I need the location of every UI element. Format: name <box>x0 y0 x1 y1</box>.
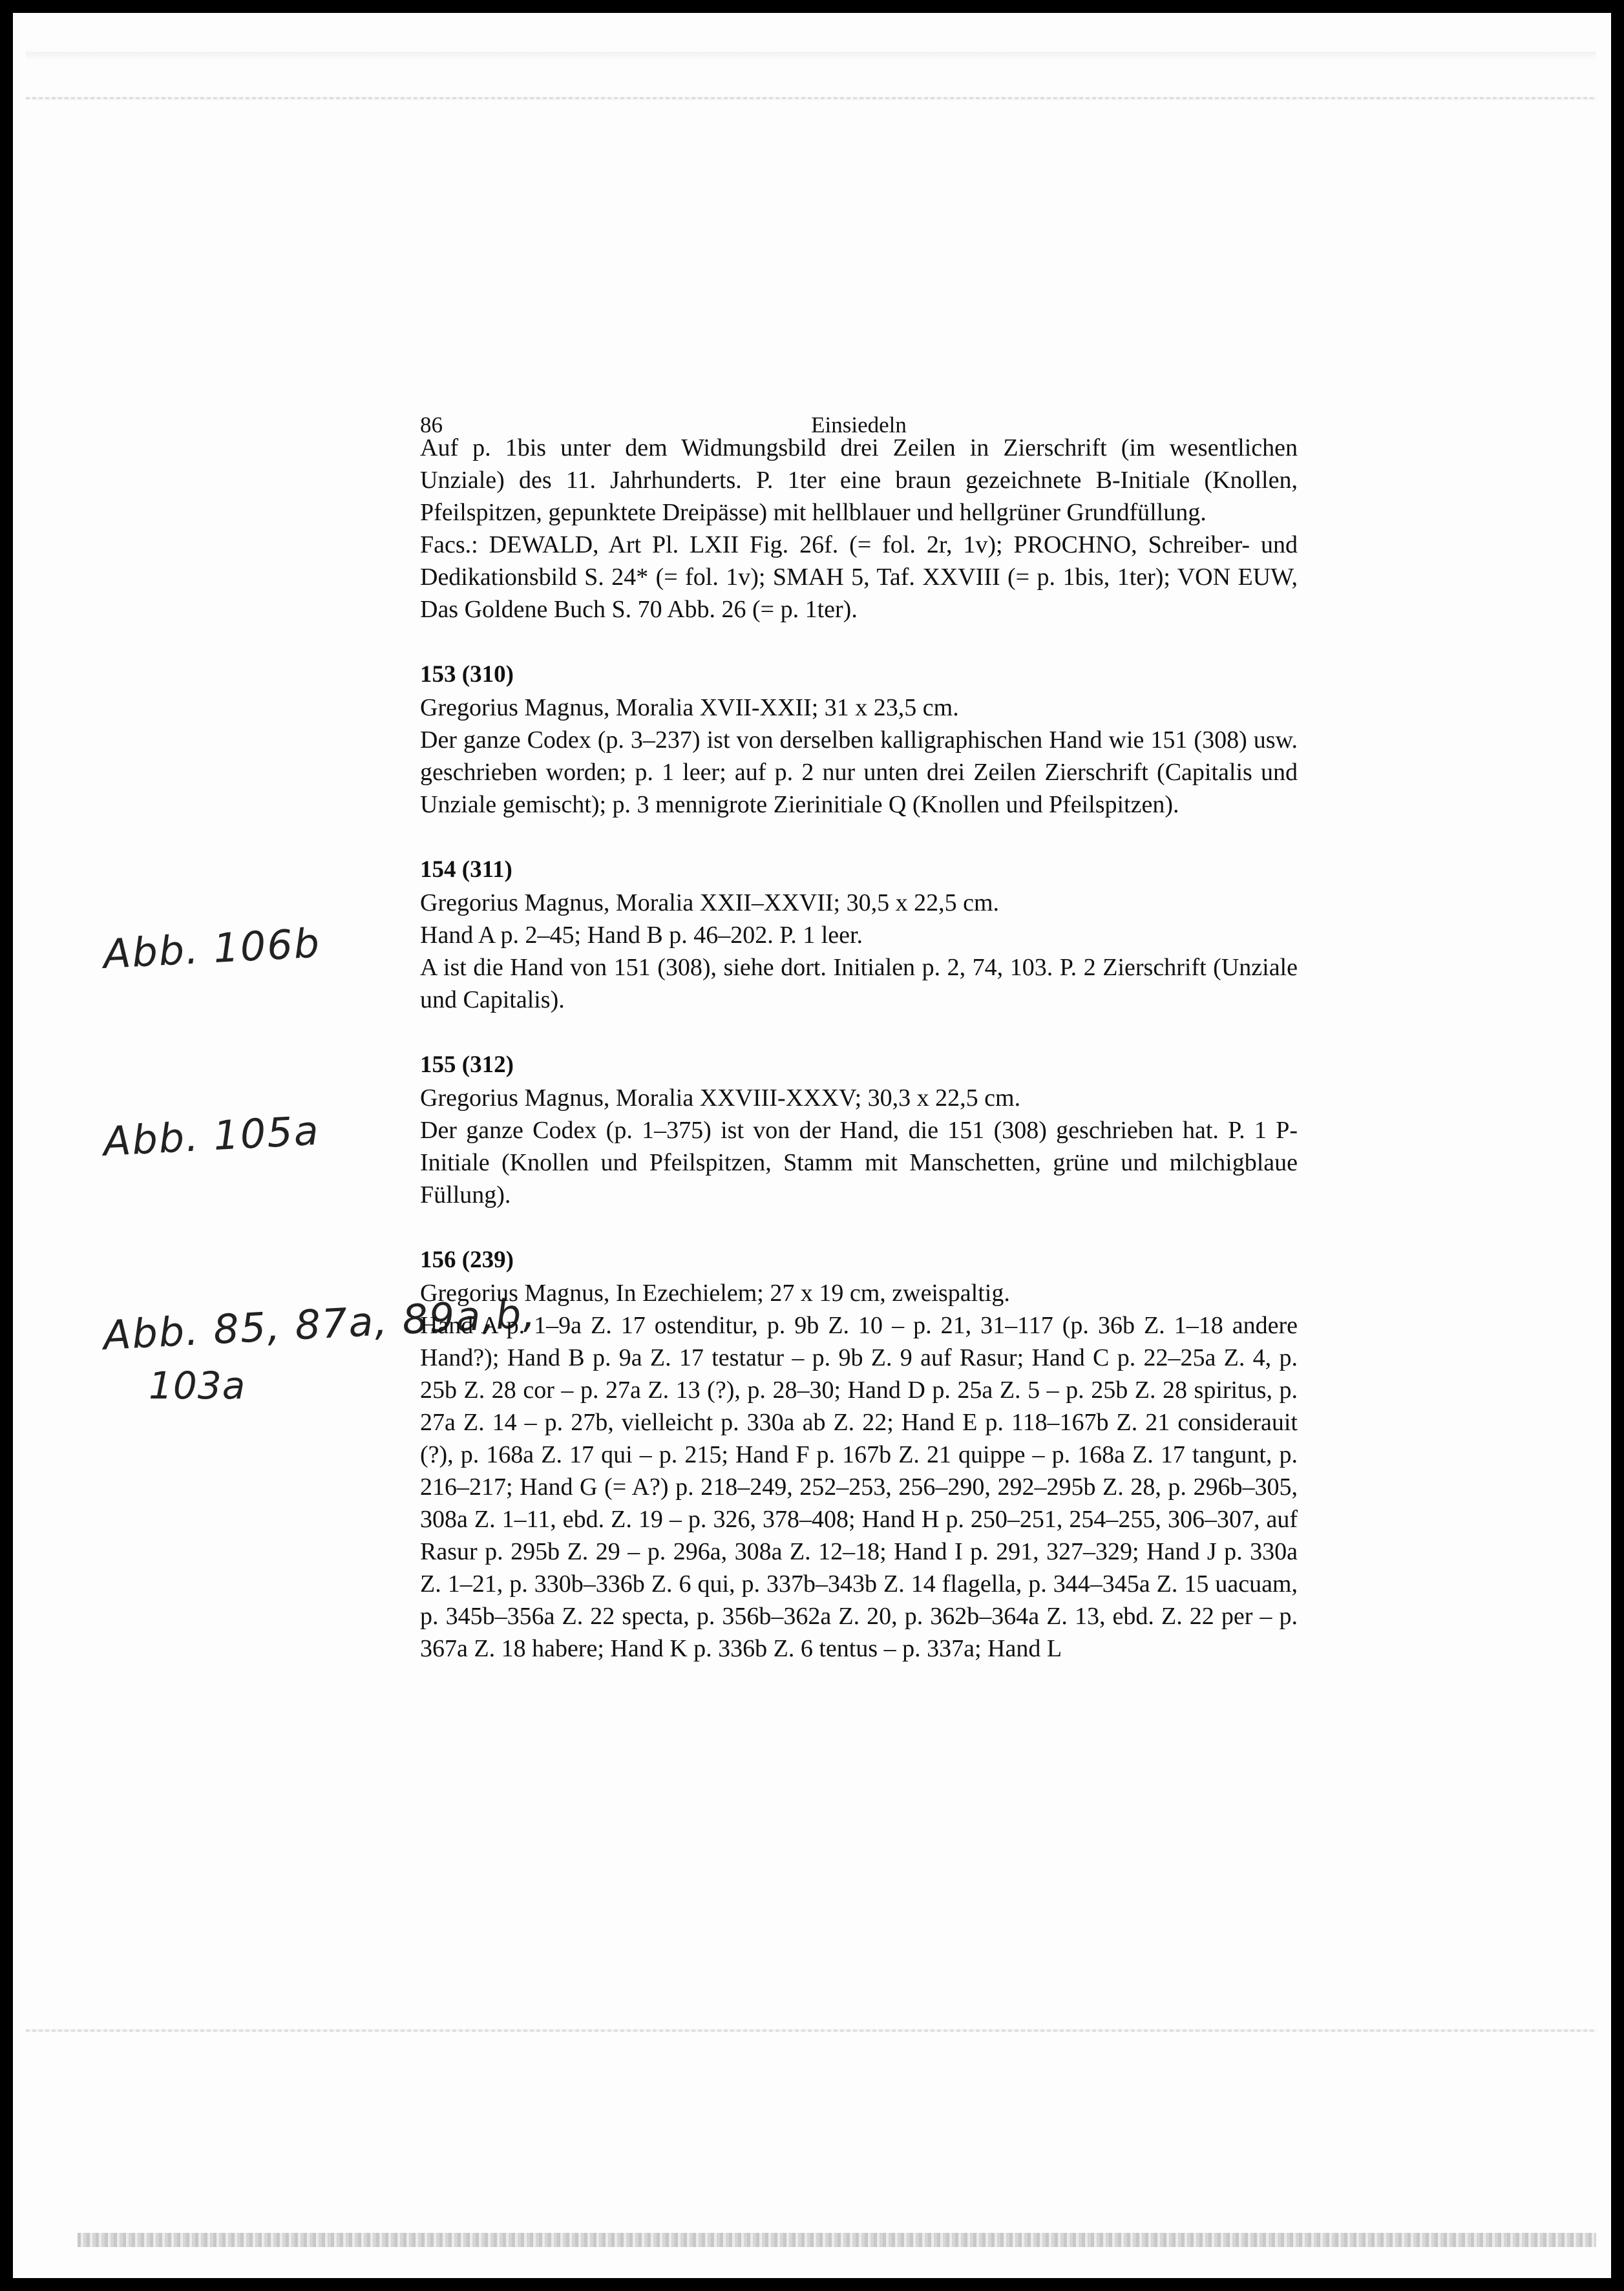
catalog-entry-153 <box>420 658 1298 821</box>
scan-bottom-edge <box>78 2233 1596 2247</box>
margin-note: Abb. 85, 87a, 89a,b, <box>102 1289 538 1359</box>
margin-note: Abb. 105a <box>102 1106 321 1165</box>
main-text-block <box>420 398 1298 1665</box>
page-header <box>420 398 1298 438</box>
entry-title-line: Gregorius Magnus, Moralia XXII–XXVII; 30,5 x 22,5 cm. <box>420 889 1000 916</box>
entry-title-line: Gregorius Magnus, In Ezechielem; 27 x 19 cm, zweispaltig. <box>420 1280 1010 1307</box>
catalog-entry-155 <box>420 1048 1298 1211</box>
entry-title-line: Gregorius Magnus, Moralia XVII-XXII; 31 x 23,5 cm. <box>420 694 959 721</box>
catalog-entry-156 <box>420 1243 1298 1665</box>
scan-artifact-line <box>26 97 1596 100</box>
entry-number: 155 (312) <box>420 1051 514 1078</box>
margin-note: Abb. 106b <box>102 919 322 978</box>
running-title: Einsiedeln <box>811 412 907 438</box>
entry-description: Der ganze Codex (p. 3–237) ist von derselben kalligraphischen Hand wie 151 (308) usw. geschrieben worden; p. 1 leer; auf p. 2 nur unten drei Zeilen Zierschrift (Capitalis und Unziale gemischt); p. 3 mennigrote Zierinitiale Q (Knollen und Pfeilspitzen). <box>420 726 1298 818</box>
entry-description: A ist die Hand von 151 (308), siehe dort. Initialen p. 2, 74, 103. P. 2 Zierschrift (Unziale und Capitalis). <box>420 954 1298 1013</box>
entry-title-line: Gregorius Magnus, Moralia XXVIII-XXXV; 30,3 x 22,5 cm. <box>420 1084 1021 1112</box>
margin-note: 103a <box>149 1364 246 1408</box>
page-number: 86 <box>420 412 443 438</box>
facsimile-paragraph: Facs.: DEWALD, Art Pl. LXII Fig. 26f. (= fol. 2r, 1v); PROCHNO, Schreiber- und Dedikationsbild S. 24* (= fol. 1v); SMAH 5, Taf. XXVIII (= p. 1bis, 1ter); VON EUW, Das Goldene Buch S. 70 Abb. 26 (= p. 1ter). <box>420 531 1298 623</box>
entry-description: Hand A p. 1–9a Z. 17 ostenditur, p. 9b Z. 10 – p. 21, 31–117 (p. 36b Z. 1–18 andere Hand?); Hand B p. 9a Z. 17 testatur – p. 9b Z. 9 auf Rasur; Hand C p. 22–25a Z. 4, p. 25b Z. 28 cor – p. 27a Z. 13 (?), p. 28–30; Hand D p. 25a Z. 5 – p. 25b Z. 28 spiritus, p. 27a Z. 14 – p. 27b, vielleicht p. 330a ab Z. 22; Hand E p. 118–167b Z. 21 considerauit (?), p. 168a Z. 17 qui – p. 215; Hand F p. 167b Z. 21 quippe – p. 168a Z. 17 tangunt, p. 216–217; Hand G (= A?) p. 218–249, 252–253, 256–290, 292–295b Z. 28, p. 296b–305, 308a Z. 1–11, ebd. Z. 19 – p. 326, 378–408; Hand H p. 250–251, 254–255, 306–307, auf Rasur p. 295b Z. 29 – p. 296a, 308a Z. 12–18; Hand I p. 291, 327–329; Hand J p. 330a Z. 1–21, p. 330b–336b Z. 6 qui, p. 337b–343b Z. 14 flagella, p. 344–345a Z. 15 uacuam, p. 345b–356a Z. 22 specta, p. 356b–362a Z. 20, p. 362b–364a Z. 13, ebd. Z. 22 per – p. 367a Z. 18 habere; Hand K p. 336b Z. 6 tentus – p. 337a; Hand L <box>420 1312 1298 1662</box>
intro-paragraph: Auf p. 1bis unter dem Widmungsbild drei Zeilen in Zierschrift (im wesentlichen Unziale) des 11. Jahrhunderts. P. 1ter eine braun gezeichnete B-Initiale (Knollen, Pfeilspitzen, gepunktete Dreipässe) mit hellblauer und hellgrüner Grundfüllung. <box>420 434 1298 526</box>
catalog-entry-154 <box>420 853 1298 1016</box>
scan-top-edge <box>26 52 1596 61</box>
entry-description: Der ganze Codex (p. 1–375) ist von der Hand, die 151 (308) geschrieben hat. P. 1 P-Initiale (Knollen und Pfeilspitzen, Stamm mit Manschetten, grüne und milchigblaue Füllung). <box>420 1117 1298 1209</box>
scanned-page <box>13 13 1611 2278</box>
entry-number: 153 (310) <box>420 661 514 688</box>
entry-hands-line: Hand A p. 2–45; Hand B p. 46–202. P. 1 leer. <box>420 922 863 949</box>
scan-artifact-line <box>26 2029 1596 2032</box>
entry-number: 156 (239) <box>420 1247 514 1273</box>
entry-number: 154 (311) <box>420 856 512 883</box>
